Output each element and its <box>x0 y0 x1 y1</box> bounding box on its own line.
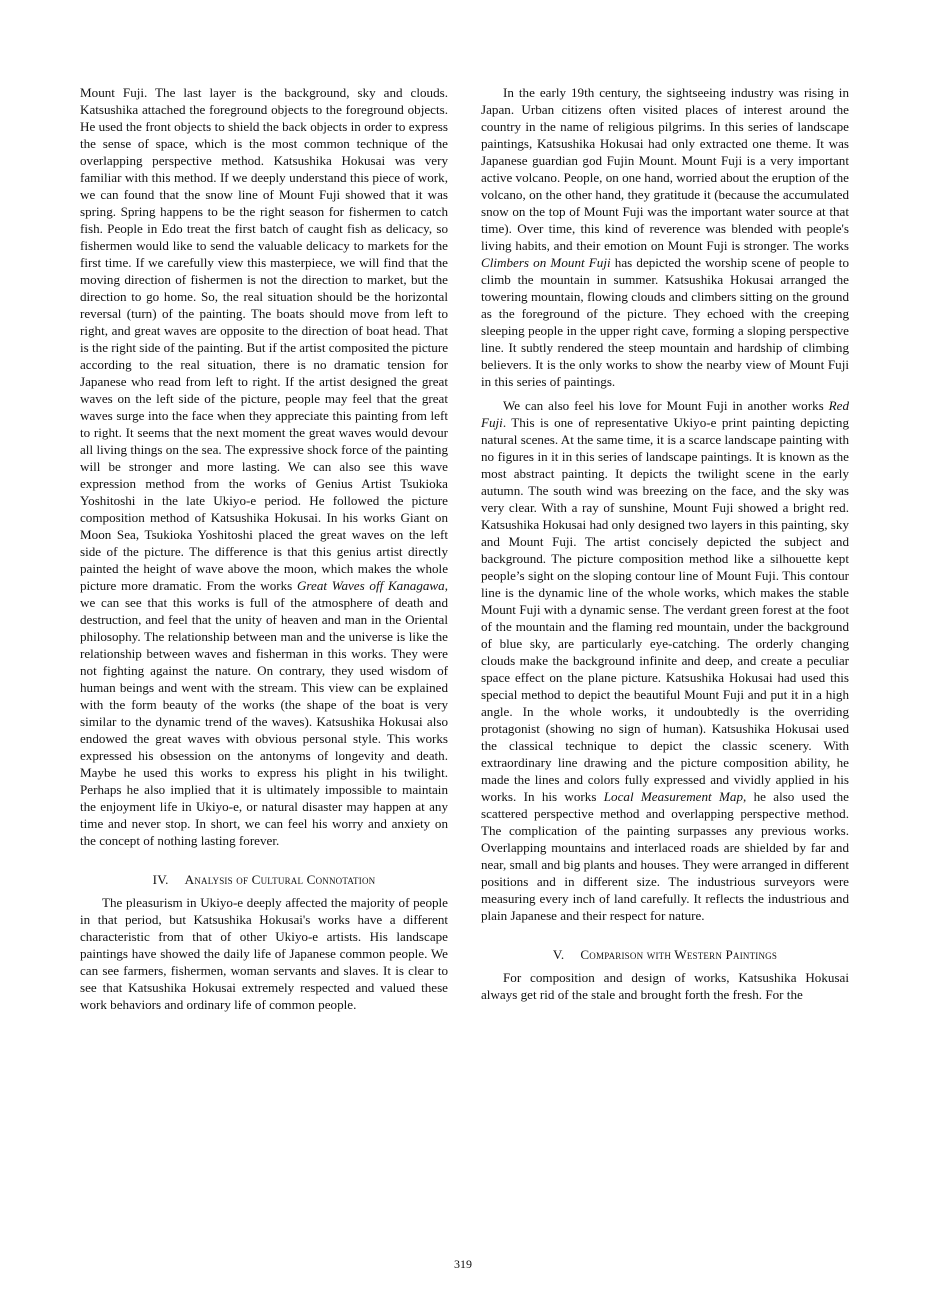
work-title: Local Measurement Map <box>603 789 743 804</box>
body-paragraph: Mount Fuji. The last layer is the background, sky and clouds. Katsushika attached the foreground objects to the foreground objects. He used the front objects to shield the back objects in order to express the sense of space, which is the most common technique of the overlapping perspective method. Katsushika Hokusai was very familiar with this method. If we deeply understand this piece of work, we can found that the snow line of Mount Fuji showed that it was spring. Spring happens to be the right season for fishermen to catch fish. People in Edo treat the first batch of caught fish as delicacy, so fishermen would like to send the valuable delicacy to markets for the first time. If we carefully view this masterpiece, we will find that the moving direction of fishermen is not the direction to market, but the direction to go home. So, the real situation should be the horizontal reversal (turn) of the painting. The boats should move from left to right, and great waves are opposite to the direction of boat head. That is the right side of the painting. But if the artist composited the picture according to the real situation, there is no dramatic tension for Japanese who read from left to right. If the artist designed the great waves on the left side of the picture, people may feel that the great waves surge into the face when they appreciate this painting from left to right. It seems that the next moment the great waves would devour all living things on the sea. The expressive shock force of the painting will be stronger and more lasting. We can also see this wave expression method from the works of Genius Artist Tsukioka Yoshitoshi in the late Ukiyo-e period. He followed the picture composition method of Katsushika Hokusai. In his works Giant on Moon Sea, Tsukioka Yoshitoshi placed the great waves on the left side of the picture. The difference is that this genius artist directly painted the height of wave above the moon, which makes the whole picture more dramatic. From the works Great Waves off Kanagawa, we can see that this works is full of the atmosphere of death and destruction, and feel that the unity of heaven and man in the Oriental philosophy. The relationship between man and the universe is like the relationship between waves and fisherman in this works. They were not fighting against the nature. On contrary, they used wisdom of human beings and went with the stream. This view can be explained with the form beauty of the works (the shape of the boat is very similar to the dynamic trend of the waves). Katsushika Hokusai also endowed the great waves with obvious personal style. This works expressed his obsession on the antonyms of longevity and death. Maybe he used this works to express his plight in his twilight. Perhaps he also implied that it is ultimately impossible to maintain the enjoyment life in Ukiyo-e, or natural disaster may happen at any time and never stop. In short, we can feel his worry and anxiety on the concept of nothing lasting forever. <box>80 85 449 848</box>
section-number: IV. <box>152 872 169 887</box>
section-heading-iv <box>80 871 448 888</box>
section-number: V. <box>552 947 565 962</box>
section-title: Analysis of Cultural Connotation <box>184 872 376 887</box>
work-title: Climbers on Mount Fuji <box>481 255 611 270</box>
section-heading-v <box>481 946 849 963</box>
body-paragraph: In the early 19th century, the sightseeing industry was rising in Japan. Urban citizens often visited places of interest around the country in the name of religious pilgrims. In this series of landscape paintings, Katsushika Hokusai had only extracted one theme. It was Japanese guardian god Fujin Mount. Mount Fuji is a very important active volcano. People, on one hand, worried about the eruption of the volcano, on the other hand, they gratitude it (because the accumulated snow on the top of Mount Fuji was the important water source at that time). Over time, this kind of reverence was blended with people's living habits, and their emotion on Mount Fuji is stronger. The works Climbers on Mount Fuji has depicted the worship scene of people to climb the mountain in summer. Katsushika Hokusai arranged the towering mountain, flowing clouds and climbers sitting on the ground as the foreground of the picture. They echoed with the creeping sleeping people in the upper right cave, forming a sloping perspective line. It subtly rendered the steep mountain and hardship of climbing believers. It is the only works to show the nearby view of Mount Fuji in this series of paintings. <box>481 85 849 389</box>
page-number: 319 <box>454 1257 472 1271</box>
work-title: Red Fuji <box>481 398 849 430</box>
left-column <box>80 84 448 1020</box>
body-paragraph: For composition and design of works, Katsushika Hokusai always get rid of the stale and brought forth the fresh. For the <box>481 970 849 1002</box>
body-paragraph: We can also feel his love for Mount Fuji in another works Red Fuji. This is one of representative Ukiyo-e print painting depicting natural scenes. At the same time, it is a scarce landscape painting with no figures in it in this series of landscape paintings. It is known as the most abstract painting. It depicts the twilight scene in the early autumn. The south wind was breezing on the face, and the sky was very clear. With a ray of sunshine, Mount Fuji showed a bright red. Katsushika Hokusai had only designed two layers in this painting, sky and Mount Fuji. The artist concisely depicted the subject and background. The picture composition method like a silhouette kept people’s sight on the sloping contour line of Mount Fuji. This contour line is the dynamic line of the whole works, which makes the stable Mount Fuji with a dynamic sense. The verdant green forest at the foot of the mountain and the flaming red mountain, under the background of blue sky, are particularly eye-catching. The orderly changing clouds make the background infinite and deep, and create a peculiar space effect on the plane picture. Katsushika Hokusai had used this special method to depict the beautiful Mount Fuji and put it in a high angle. In the whole works, it undoubtedly is the overriding protagonist (showing no sign of human). Katsushika Hokusai used the classical technique to depict the classic scenery. With extraordinary line drawing and the picture composition ability, he made the lines and colors fully expressed and vividly applied in his works. In his works Local Measurement Map, he also used the scattered perspective method and overlapping perspective method. The complication of the painting surpasses any previous works. Overlapping mountains and interlaced roads are shielded by far and near, small and big plants and houses. They were arranged in different positions and in different size. The industrious surveyors were measuring every inch of land carefully. It reflects the industrious and plain Japanese and their respect for nature. <box>481 398 849 923</box>
section-title: Comparison with Western Paintings <box>580 947 778 962</box>
right-column <box>481 84 849 1010</box>
body-paragraph: The pleasurism in Ukiyo-e deeply affected the majority of people in that period, but Katsushika Hokusai's works have a different characteristic from that of other Ukiyo-e artists. His landscape paintings have showed the daily life of Japanese common people. We can see farmers, fishermen, woman servants and slaves. It is clear to see that Katsushika Hokusai extremely respected and valued these work behaviors and ordinary life of common people. <box>80 895 448 1012</box>
work-title: Great Waves off Kanagawa <box>296 578 445 593</box>
